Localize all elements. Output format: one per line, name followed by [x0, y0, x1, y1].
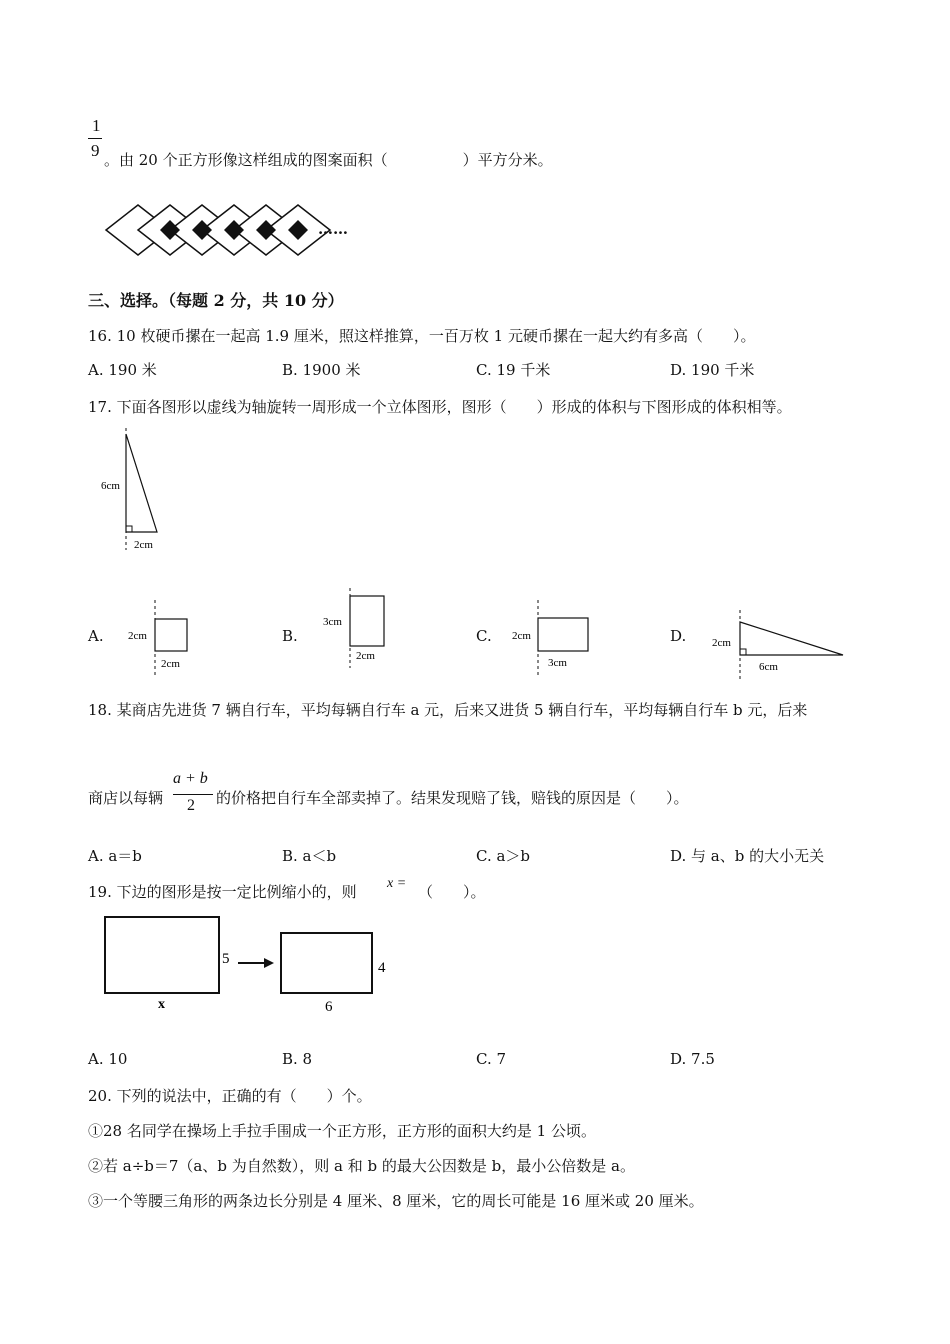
q16-option-a: A. 190 米: [88, 361, 157, 379]
q19-option-d: D. 7.5: [670, 1050, 715, 1068]
q19-stem-post: （ ）。: [418, 883, 486, 901]
q16-option-b: B. 1900 米: [282, 361, 361, 379]
q17-stem: 17. 下面各图形以虚线为轴旋转一周形成一个立体图形，图形（ ）形成的体积与下图形成的体积相等。: [88, 398, 792, 416]
q19-small-side-label: 4: [378, 960, 386, 976]
q17-c-bottom-label: 3cm: [548, 657, 567, 669]
q17-option-b-figure: [320, 588, 395, 668]
q17-option-c-letter: C.: [476, 627, 492, 645]
q17-a-left-label: 2cm: [128, 630, 147, 642]
q16-option-d: D. 190 千米: [670, 361, 755, 379]
q19-option-a: A. 10: [88, 1050, 128, 1068]
q17-option-a-figure: [125, 600, 200, 675]
q18-stem-line2-pre: 商店以每辆: [88, 789, 164, 807]
q16-stem: 16. 10 枚硬币摞在一起高 1.9 厘米，照这样推算，一百万枚 1 元硬币摞在一起大约有多高（ ）。: [88, 327, 756, 345]
q18-option-b: B. a＜b: [282, 847, 337, 865]
q19-big-side-label: 5: [222, 951, 230, 967]
q20-item-1: ①28 名同学在操场上手拉手围成一个正方形，正方形的面积大约是 1 公顷。: [88, 1122, 596, 1140]
q19-scale-figure: [100, 912, 400, 1017]
pattern-ellipsis: ……: [318, 220, 348, 238]
fraction-numerator: 1: [92, 116, 101, 135]
q19-small-bottom-label: 6: [325, 999, 333, 1015]
q20-stem: 20. 下列的说法中，正确的有（ ）个。: [88, 1087, 372, 1105]
q19-stem-pre: 19. 下边的图形是按一定比例缩小的，则: [88, 883, 357, 901]
q18-fraction-denominator: 2: [187, 797, 195, 814]
q17-b-left-label: 3cm: [323, 616, 342, 628]
q18-fraction-bar: [173, 794, 213, 795]
q15-tail-text: 。由 20 个正方形像这样组成的图案面积（ ）平方分米。: [104, 151, 553, 169]
q17-option-c-figure: [510, 600, 600, 675]
q19-option-b: B. 8: [282, 1050, 313, 1068]
q18-stem-line2-post: 的价格把自行车全部卖掉了。结果发现赔了钱，赔钱的原因是（ ）。: [216, 789, 689, 807]
q17-a-bottom-label: 2cm: [161, 658, 180, 670]
q17-main-triangle-figure: [98, 428, 178, 558]
q19-stem-var: x =: [387, 876, 407, 891]
q17-d-left-label: 2cm: [712, 637, 731, 649]
q17-option-d-figure: [710, 610, 850, 680]
q18-option-d: D. 与 a、b 的大小无关: [670, 847, 825, 865]
q19-big-bottom-label: x: [158, 997, 165, 1012]
q17-main-base-label: 2cm: [134, 539, 153, 551]
q20-item-3: ③一个等腰三角形的两条边长分别是 4 厘米、8 厘米，它的周长可能是 16 厘米或 20 厘米。: [88, 1192, 704, 1210]
q18-stem-line1: 18. 某商店先进货 7 辆自行车，平均每辆自行车 a 元，后来又进货 5 辆自行车，平均每辆自行车 b 元，后来: [88, 701, 808, 719]
q18-fraction-numerator: a + b: [173, 770, 208, 787]
q19-option-c: C. 7: [476, 1050, 507, 1068]
q18-option-c: C. a＞b: [476, 847, 531, 865]
q18-option-a: A. a＝b: [88, 847, 142, 865]
q17-c-left-label: 2cm: [512, 630, 531, 642]
q17-d-bottom-label: 6cm: [759, 661, 778, 673]
q17-option-d-letter: D.: [670, 627, 687, 645]
q16-option-c: C. 19 千米: [476, 361, 551, 379]
q17-option-a-letter: A.: [88, 627, 104, 645]
q20-item-2: ②若 a÷b＝7（a、b 为自然数），则 a 和 b 的最大公因数是 b，最小公倍数是 a。: [88, 1157, 635, 1175]
q17-option-b-letter: B.: [282, 627, 298, 645]
fraction-denominator: 9: [91, 141, 100, 160]
q17-b-bottom-label: 2cm: [356, 650, 375, 662]
arrow-right-icon: [264, 958, 274, 968]
fraction-bar: [88, 138, 102, 139]
section-title: 三、选择。（每题 2 分，共 10 分）: [88, 291, 344, 310]
q17-main-height-label: 6cm: [101, 480, 120, 492]
